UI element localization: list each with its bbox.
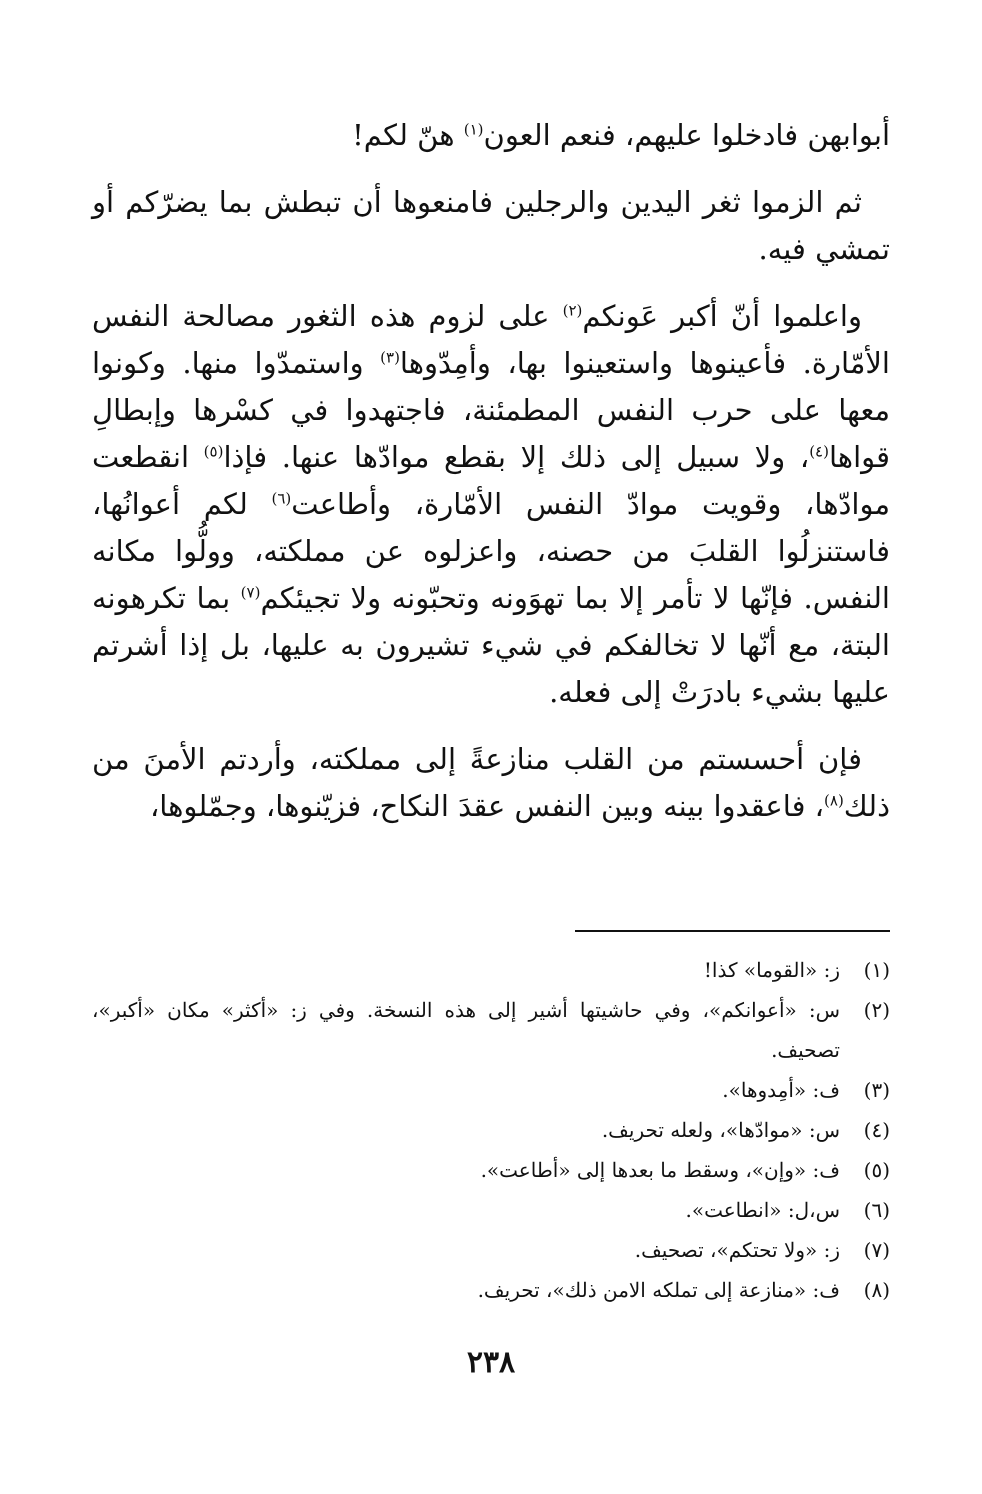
footnote [92, 1150, 890, 1190]
text-segment: انقطعت موادّها، وقويت موادّ النفس الأمّارة، وأطاعت [92, 440, 890, 521]
footnote-number: (١) [863, 958, 890, 982]
footnote-ref-2[interactable]: (٢) [562, 301, 583, 320]
footnote-text: ز: «القوما» كذا! [703, 958, 840, 982]
text-segment: على لزوم هذه الثغور مصالحة النفس الأمّارة. فأعينوها واستعينوا بها، وأمِدّوها [92, 299, 890, 380]
text-segment: ثم الزموا ثغر اليدين والرجلين فامنعوها أن تبطش بما يضرّكم أو تمشي فيه. [92, 185, 890, 266]
footnote-text: ز: «ولا تحتكم»، تصحيف. [634, 1238, 840, 1262]
footnote-ref-7[interactable]: (٧) [240, 583, 261, 602]
paragraph-4 [92, 736, 890, 830]
footnote-number: (٢) [863, 998, 890, 1022]
footnote-text: ف: «أمِدوها». [722, 1078, 840, 1102]
footnote-ref-6[interactable]: (٦) [271, 489, 292, 508]
footnote-ref-3[interactable]: (٣) [380, 348, 400, 367]
paragraph-2 [92, 179, 890, 273]
text-segment: ، فاعقدوا بينه وبين النفس عقدَ النكاح، فزيّنوها، وجمّلوها، [149, 789, 825, 823]
paragraph-3 [92, 293, 890, 716]
paragraph-1 [92, 112, 890, 159]
text-segment: واستمدّوا منها. وكونوا معها على حرب النفس المطمئنة، فاجتهدوا في كسْرها وإبطالِ قواها [92, 346, 890, 474]
text-segment: هنّ لكم! [352, 118, 464, 152]
footnote-number: (٣) [863, 1078, 890, 1102]
footnote-ref-4[interactable]: (٤) [809, 442, 829, 461]
footnote [92, 1110, 890, 1150]
text-segment: بما تكرهونه البتة، مع أنّها لا تخالفكم في شيء تشيرون به عليها، بل إذا أشرتم عليها بشيء بادرَتْ إلى فعله. [92, 581, 890, 709]
text-segment: لكم أعوانُها، فاستنزلُوا القلبَ من حصنه، واعزلوه عن مملكته، وولُّوا مكانه النفس. فإنّها لا تأمر إلا بما تهوَونه وتحبّونه ولا تجيئكم [92, 487, 890, 615]
footnote-text: ف: «وإن»، وسقط ما بعدها إلى «أطاعت». [480, 1158, 840, 1182]
page-number: ٢٣٨ [466, 1345, 516, 1380]
footnote [92, 1190, 890, 1230]
footnote-ref-1[interactable]: (١) [463, 120, 484, 139]
footnote-text: س،ل: «انطاعت». [685, 1198, 840, 1222]
text-segment: واعلموا أنّ أكبر عَونكم [582, 299, 862, 333]
footnote [92, 990, 890, 1070]
footnote [92, 950, 890, 990]
footnote-number: (٧) [863, 1238, 890, 1262]
footnote-text: س: «موادّها»، ولعله تحريف. [601, 1118, 840, 1142]
footnote [92, 1070, 890, 1110]
text-segment: أبوابهن فادخلوا عليهم، فنعم العون [483, 118, 890, 152]
footnote-text: س: «أعوانكم»، وفي حاشيتها أشير إلى هذه النسخة. وفي ز: «أكثر» مكان «أكبر»، تصحيف. [92, 998, 840, 1062]
footnote-ref-8[interactable]: (٨) [824, 791, 844, 810]
footnote [92, 1230, 890, 1270]
footnote-number: (٤) [863, 1118, 890, 1142]
text-segment: ، ولا سبيل إلى ذلك إلا بقطع موادّها عنها. فإذا [223, 440, 810, 474]
footnote [92, 1270, 890, 1310]
text-segment: فإن أحسستم من القلب منازعةً إلى مملكته، وأردتم الأمنَ من ذلك [92, 742, 890, 823]
footnote-number: (٨) [863, 1278, 890, 1302]
footnote-ref-5[interactable]: (٥) [203, 442, 224, 461]
footnote-separator [575, 930, 890, 932]
footnote-text: ف: «منازعة إلى تملكه الامن ذلك»، تحريف. [477, 1278, 840, 1302]
footnotes [92, 950, 890, 1310]
main-text [92, 112, 890, 850]
footnote-number: (٥) [863, 1158, 890, 1182]
footnote-number: (٦) [863, 1198, 890, 1222]
